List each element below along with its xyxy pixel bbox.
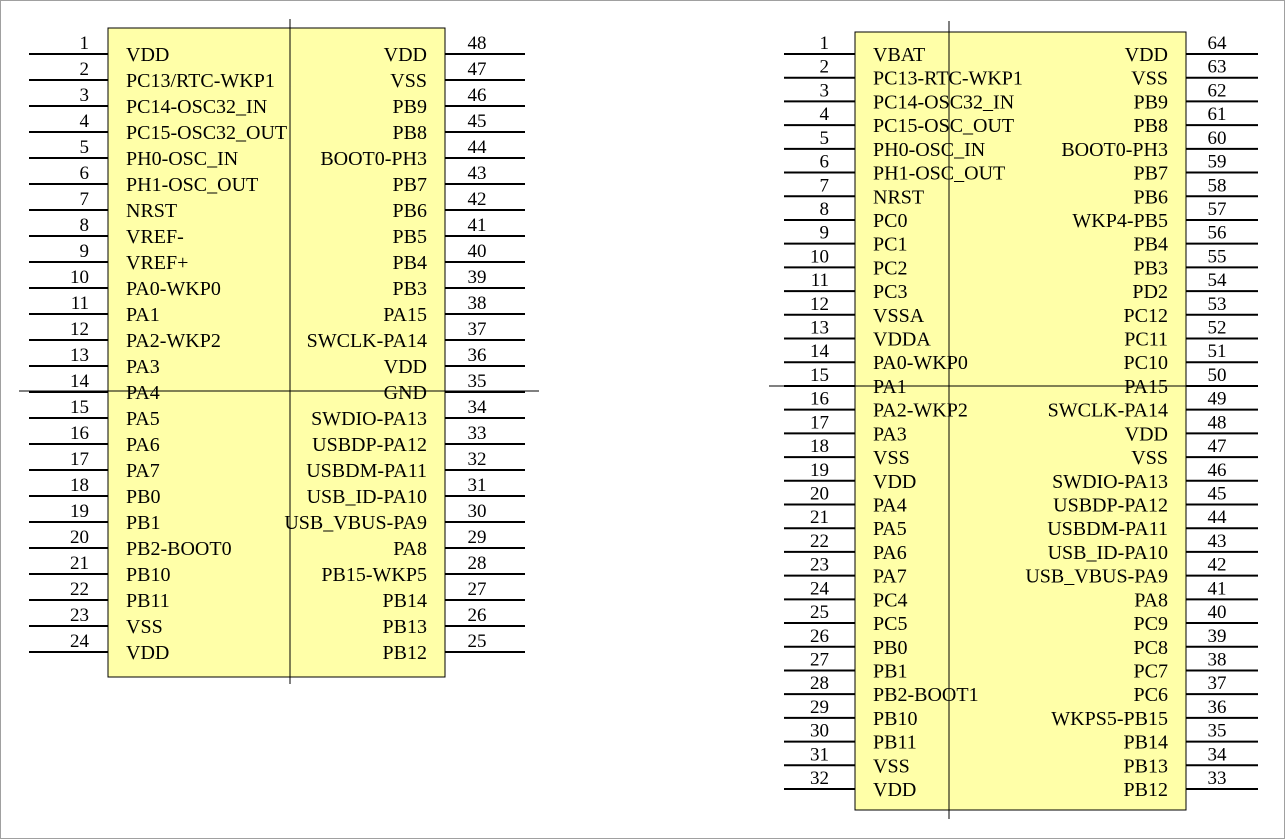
pin-number: 19 (70, 501, 89, 522)
pin-name: PC14-OSC32_IN (126, 96, 268, 118)
pin-name: PC4 (873, 589, 908, 612)
pin-name: PC2 (873, 257, 908, 280)
pin-name: PC6 (1133, 684, 1168, 707)
pin-number: 57 (1207, 198, 1227, 220)
pin-name: BOOT0-PH3 (1061, 138, 1168, 161)
pin-name: PA4 (873, 494, 907, 517)
pin-name: PC9 (1133, 613, 1168, 636)
pin-name: VDD (873, 779, 917, 802)
pin-name: VDDA (873, 328, 931, 351)
pin-number: 42 (467, 189, 487, 210)
pin-number: 63 (1207, 56, 1227, 78)
pin-name: PC11 (1124, 328, 1168, 351)
pin-name: PB10 (126, 564, 171, 586)
pin-number: 9 (819, 222, 829, 244)
pin-name: USB_VBUS-PA9 (1025, 565, 1168, 588)
pin-name: PC3 (873, 281, 908, 304)
pin-name: PB9 (392, 96, 427, 118)
pin-number: 24 (810, 578, 829, 600)
pin-name: VSS (873, 447, 910, 470)
pin-name: PB15-WKP5 (321, 564, 427, 586)
pin-number: 32 (467, 449, 487, 470)
pin-number: 28 (810, 673, 829, 695)
pin-name: USB_ID-PA10 (306, 486, 427, 508)
pin-name: PC10 (1123, 352, 1168, 375)
pin-name: PH1-OSC_OUT (873, 162, 1006, 185)
pin-number: 6 (819, 151, 829, 173)
pin-number: 4 (819, 104, 829, 126)
pin-name: USB_ID-PA10 (1047, 541, 1168, 564)
pin-name: PC14-OSC32_IN (873, 91, 1015, 114)
pin-number: 50 (1207, 364, 1227, 386)
pin-number: 10 (810, 246, 829, 268)
pin-name: PA2-WKP2 (126, 330, 221, 352)
pin-number: 11 (810, 270, 829, 292)
pin-name: SWCLK-PA14 (1047, 399, 1168, 422)
pin-name: PH1-OSC_OUT (126, 174, 259, 196)
pin-name: PA6 (126, 434, 160, 456)
pin-number: 43 (1207, 530, 1227, 552)
pin-number: 38 (467, 293, 487, 314)
pin-name: PB3 (1133, 257, 1168, 280)
pin-number: 54 (1207, 270, 1227, 292)
pin-name: PC1 (873, 233, 908, 256)
pin-number: 3 (79, 85, 89, 106)
pin-name: VSS (126, 616, 163, 638)
pin-name: VDD (873, 470, 917, 493)
pin-name: PH0-OSC_IN (126, 148, 239, 170)
pin-name: VDD (1124, 423, 1168, 446)
pin-name: PA4 (126, 382, 160, 404)
pin-number: 2 (79, 59, 89, 80)
pin-number: 44 (467, 137, 487, 158)
pin-name: PA7 (873, 565, 907, 588)
pin-number: 26 (810, 625, 829, 647)
pin-name: VREF- (126, 226, 184, 248)
pin-name: PB12 (1123, 779, 1168, 802)
pin-number: 35 (467, 371, 487, 392)
pin-name: VDD (126, 44, 170, 66)
pin-name: PB12 (382, 642, 427, 664)
pin-number: 42 (1207, 554, 1227, 576)
pin-name: PB7 (1133, 162, 1168, 185)
pin-name: PB1 (126, 512, 161, 534)
pin-number: 27 (810, 649, 829, 671)
pin-number: 23 (70, 605, 89, 626)
pin-name: PB7 (392, 174, 427, 196)
pin-number: 23 (810, 554, 829, 576)
pin-name: PC13/RTC-WKP1 (126, 70, 275, 92)
pin-name: VSS (873, 755, 910, 778)
pin-name: PC12 (1123, 304, 1168, 327)
pin-name: PB11 (873, 731, 917, 754)
pin-number: 13 (810, 317, 829, 339)
pin-name: PA15 (383, 304, 427, 326)
pin-number: 1 (819, 33, 829, 54)
pin-number: 26 (467, 605, 487, 626)
pin-number: 22 (70, 579, 89, 600)
pin-name: VSS (390, 70, 427, 92)
pin-number: 34 (1207, 744, 1227, 766)
pin-name: VBAT (873, 44, 926, 66)
pin-name: PA15 (1124, 375, 1168, 398)
pin-name: PC15-OSC32_OUT (126, 122, 288, 144)
pin-name: PB6 (1133, 186, 1168, 209)
pin-number: 5 (819, 127, 829, 149)
pin-number: 8 (79, 215, 89, 236)
pin-name: PC13-RTC-WKP1 (873, 67, 1023, 90)
pin-name: PB1 (873, 660, 908, 683)
pin-number: 11 (70, 293, 89, 314)
pin-name: NRST (126, 200, 178, 222)
pin-number: 19 (810, 459, 829, 481)
pin-number: 41 (467, 215, 487, 236)
pin-name: PA7 (126, 460, 160, 482)
pin-name: PD2 (1132, 281, 1168, 304)
pin-number: 48 (1207, 412, 1227, 434)
pin-name: USBDP-PA12 (312, 434, 427, 456)
pin-name: PB11 (126, 590, 170, 612)
pin-number: 29 (467, 527, 487, 548)
pin-number: 58 (1207, 175, 1227, 197)
pin-name: NRST (873, 186, 925, 209)
pin-name: SWCLK-PA14 (306, 330, 427, 352)
pin-name: PB5 (392, 226, 427, 248)
pin-number: 24 (70, 631, 89, 652)
pin-number: 22 (810, 530, 829, 552)
pin-name: PH0-OSC_IN (873, 138, 986, 161)
pin-number: 15 (70, 397, 89, 418)
pin-name: PB8 (392, 122, 427, 144)
pin-number: 39 (467, 267, 487, 288)
pin-name: GND (383, 382, 427, 404)
pin-number: 18 (70, 475, 89, 496)
pin-name: PB4 (392, 252, 427, 274)
pin-name: PB10 (873, 707, 918, 730)
pin-number: 20 (70, 527, 89, 548)
pin-number: 30 (467, 501, 487, 522)
pin-number: 44 (1207, 507, 1227, 529)
pin-number: 34 (467, 397, 487, 418)
pin-number: 51 (1207, 341, 1227, 363)
pin-name: VDD (383, 356, 427, 378)
pin-number: 36 (467, 345, 487, 366)
pin-number: 18 (810, 436, 829, 458)
pin-number: 1 (79, 33, 89, 54)
pin-name: VDD (383, 44, 427, 66)
pin-number: 3 (819, 80, 829, 102)
pin-name: PB14 (1123, 731, 1168, 754)
pin-number: 55 (1207, 246, 1227, 268)
pin-name: PC0 (873, 209, 908, 232)
pin-number: 33 (467, 423, 487, 444)
pin-name: USBDP-PA12 (1053, 494, 1168, 517)
pin-name: PB2-BOOT1 (873, 684, 979, 707)
pin-number: 15 (810, 364, 829, 386)
pin-number: 62 (1207, 80, 1227, 102)
pin-number: 36 (1207, 696, 1227, 718)
pin-number: 38 (1207, 649, 1227, 671)
pin-number: 20 (810, 483, 829, 505)
pin-number: 43 (467, 163, 487, 184)
pin-number: 25 (810, 602, 829, 624)
pin-name: PA1 (873, 375, 907, 398)
pin-name: SWDIO-PA13 (311, 408, 427, 430)
pin-name: PA3 (126, 356, 160, 378)
pin-name: PA8 (1134, 589, 1168, 612)
pin-number: 17 (70, 449, 89, 470)
pin-number: 8 (819, 198, 829, 220)
pin-number: 28 (467, 553, 487, 574)
pin-name: SWDIO-PA13 (1052, 470, 1168, 493)
pin-name: PA5 (873, 518, 907, 541)
pin-number: 9 (79, 241, 89, 262)
pin-number: 46 (1207, 459, 1227, 481)
pin-number: 52 (1207, 317, 1227, 339)
schematic-svg (1, 1, 1284, 838)
pin-name: PB9 (1133, 91, 1168, 114)
pin-name: PB13 (1123, 755, 1168, 778)
pin-number: 33 (1207, 768, 1227, 790)
pin-number: 46 (467, 85, 487, 106)
pin-number: 45 (1207, 483, 1227, 505)
pin-name: USB_VBUS-PA9 (284, 512, 427, 534)
pin-number: 12 (70, 319, 89, 340)
pin-number: 7 (819, 175, 829, 197)
pin-name: PA0-WKP0 (873, 352, 968, 375)
pin-number: 49 (1207, 388, 1227, 410)
pin-number: 25 (467, 631, 487, 652)
pin-name: VDD (126, 642, 170, 664)
pin-number: 31 (467, 475, 487, 496)
pin-name: PC5 (873, 613, 908, 636)
pin-number: 2 (819, 56, 829, 78)
pin-number: 14 (810, 341, 829, 363)
pin-name: PB3 (392, 278, 427, 300)
pin-number: 56 (1207, 222, 1227, 244)
ic-symbol-48pin[interactable] (19, 19, 539, 684)
pin-name: PB8 (1133, 115, 1168, 138)
pin-number: 16 (810, 388, 829, 410)
pin-number: 30 (810, 720, 829, 742)
pin-name: VSSA (873, 304, 925, 327)
pin-number: 6 (79, 163, 89, 184)
pin-name: PA1 (126, 304, 160, 326)
pin-name: WKPS5-PB15 (1051, 707, 1168, 730)
pin-number: 7 (79, 189, 89, 210)
pin-number: 27 (467, 579, 487, 600)
pin-number: 48 (467, 33, 487, 54)
pin-number: 40 (467, 241, 487, 262)
pin-number: 40 (1207, 602, 1227, 624)
pin-number: 37 (1207, 673, 1227, 695)
pin-name: PB4 (1133, 233, 1168, 256)
pin-name: PC8 (1133, 636, 1168, 659)
pin-number: 21 (70, 553, 89, 574)
pin-number: 53 (1207, 293, 1227, 315)
pin-number: 21 (810, 507, 829, 529)
pin-name: PC15-OSC_OUT (873, 115, 1015, 138)
pin-number: 29 (810, 696, 829, 718)
pin-number: 47 (467, 59, 487, 80)
pin-number: 5 (79, 137, 89, 158)
pin-number: 10 (70, 267, 89, 288)
pin-number: 32 (810, 768, 829, 790)
pin-number: 31 (810, 744, 829, 766)
pin-name: PB2-BOOT0 (126, 538, 232, 560)
pin-number: 17 (810, 412, 829, 434)
pin-number: 47 (1207, 436, 1227, 458)
pin-name: USBDM-PA11 (1047, 518, 1168, 541)
pin-number: 59 (1207, 151, 1227, 173)
pin-name: VSS (1131, 67, 1168, 90)
pin-name: PB13 (382, 616, 427, 638)
pin-number: 60 (1207, 127, 1227, 149)
pin-number: 12 (810, 293, 829, 315)
pin-name: PB14 (382, 590, 427, 612)
pin-number: 37 (467, 319, 487, 340)
pin-number: 35 (1207, 720, 1227, 742)
pin-name: BOOT0-PH3 (320, 148, 427, 170)
pin-number: 13 (70, 345, 89, 366)
pin-number: 61 (1207, 104, 1227, 126)
pin-name: VDD (1124, 44, 1168, 66)
pin-number: 16 (70, 423, 89, 444)
pin-number: 41 (1207, 578, 1227, 600)
pin-name: WKP4-PB5 (1072, 209, 1168, 232)
pin-name: USBDM-PA11 (306, 460, 427, 482)
pin-number: 4 (79, 111, 89, 132)
pin-name: PA8 (393, 538, 427, 560)
pin-name: PA0-WKP0 (126, 278, 221, 300)
pin-number: 64 (1207, 33, 1227, 54)
pin-name: VREF+ (126, 252, 189, 274)
pin-number: 45 (467, 111, 487, 132)
pin-name: PA6 (873, 541, 907, 564)
pin-name: PB6 (392, 200, 427, 222)
pin-name: VSS (1131, 447, 1168, 470)
pin-name: PA2-WKP2 (873, 399, 968, 422)
pin-name: PB0 (873, 636, 908, 659)
pin-number: 39 (1207, 625, 1227, 647)
ic-symbol-64pin[interactable] (769, 21, 1258, 819)
pin-number: 14 (70, 371, 89, 392)
pin-name: PB0 (126, 486, 161, 508)
pin-name: PA5 (126, 408, 160, 430)
pin-name: PA3 (873, 423, 907, 446)
pin-name: PC7 (1133, 660, 1168, 683)
